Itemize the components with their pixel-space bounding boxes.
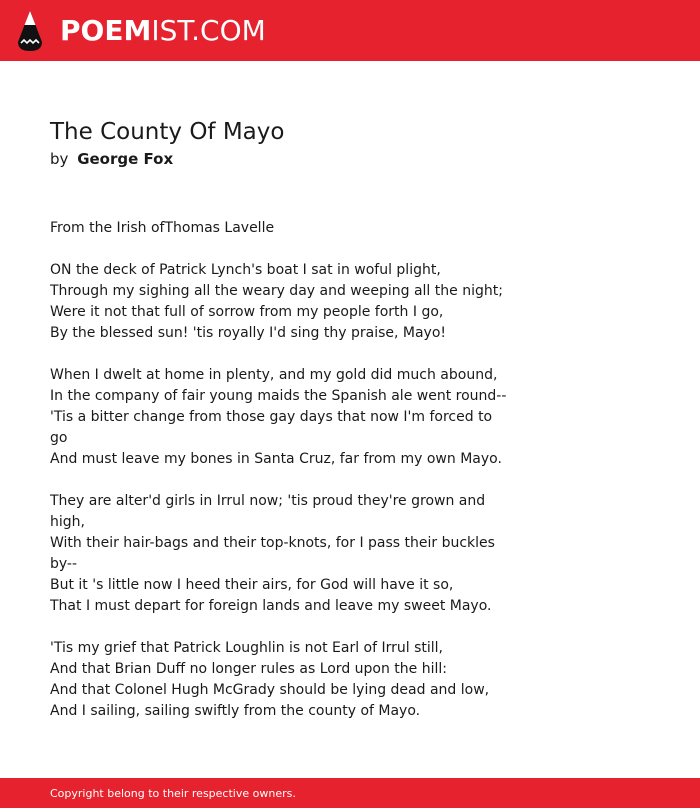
poem-stanza bbox=[50, 365, 510, 470]
poem-line: And that Colonel Hugh McGrady should be lying dead and low, bbox=[50, 682, 490, 698]
poem-byline bbox=[50, 148, 173, 170]
poem-title: The County Of Mayo bbox=[50, 119, 285, 145]
by-label: by bbox=[50, 150, 69, 168]
poem-line: Through my sighing all the weary day and weeping all the night; bbox=[50, 283, 503, 299]
site-logo[interactable] bbox=[16, 10, 266, 52]
logo-wordmark-bold: POEM bbox=[60, 14, 152, 47]
poem-line: Were it not that full of sorrow from my people forth I go, bbox=[50, 304, 444, 320]
poem-line: That I must depart for foreign lands and leave my sweet Mayo. bbox=[50, 598, 492, 614]
site-header bbox=[0, 0, 700, 61]
poem-line: 'Tis a bitter change from those gay days that now I'm forced to go bbox=[50, 409, 493, 446]
logo-wordmark bbox=[60, 10, 266, 52]
poem-line: With their hair-bags and their top-knots, for I pass their buckles by-- bbox=[50, 535, 495, 572]
poem-line: And that Brian Duff no longer rules as Lord upon the hill: bbox=[50, 661, 447, 677]
pencil-tip-icon bbox=[16, 10, 44, 52]
poem-stanza bbox=[50, 260, 510, 344]
poem-stanza bbox=[50, 638, 510, 722]
poem-line: From the Irish ofThomas Lavelle bbox=[50, 220, 275, 236]
poem-stanza bbox=[50, 491, 510, 617]
poem-line: When I dwelt at home in plenty, and my gold did much abound, bbox=[50, 367, 498, 383]
poem-line: But it 's little now I heed their airs, for God will have it so, bbox=[50, 577, 454, 593]
site-footer bbox=[0, 778, 700, 808]
poem-line: And must leave my bones in Santa Cruz, far from my own Mayo. bbox=[50, 451, 502, 467]
poem-line: They are alter'd girls in Irrul now; 'tis proud they're grown and high, bbox=[50, 493, 486, 530]
poem-line: In the company of fair young maids the Spanish ale went round-- bbox=[50, 388, 507, 404]
poem-line: And I sailing, sailing swiftly from the county of Mayo. bbox=[50, 703, 421, 719]
poem-line: 'Tis my grief that Patrick Loughlin is not Earl of Irrul still, bbox=[50, 640, 444, 656]
copyright-notice: Copyright belong to their respective owners. bbox=[50, 787, 296, 800]
poem-author: George Fox bbox=[77, 150, 174, 168]
poem-body bbox=[50, 218, 510, 743]
logo-wordmark-light: IST.COM bbox=[151, 14, 266, 47]
poem-line: ON the deck of Patrick Lynch's boat I sat in woful plight, bbox=[50, 262, 441, 278]
poem-line: By the blessed sun! 'tis royally I'd sing thy praise, Mayo! bbox=[50, 325, 447, 341]
poem-stanza bbox=[50, 218, 510, 239]
